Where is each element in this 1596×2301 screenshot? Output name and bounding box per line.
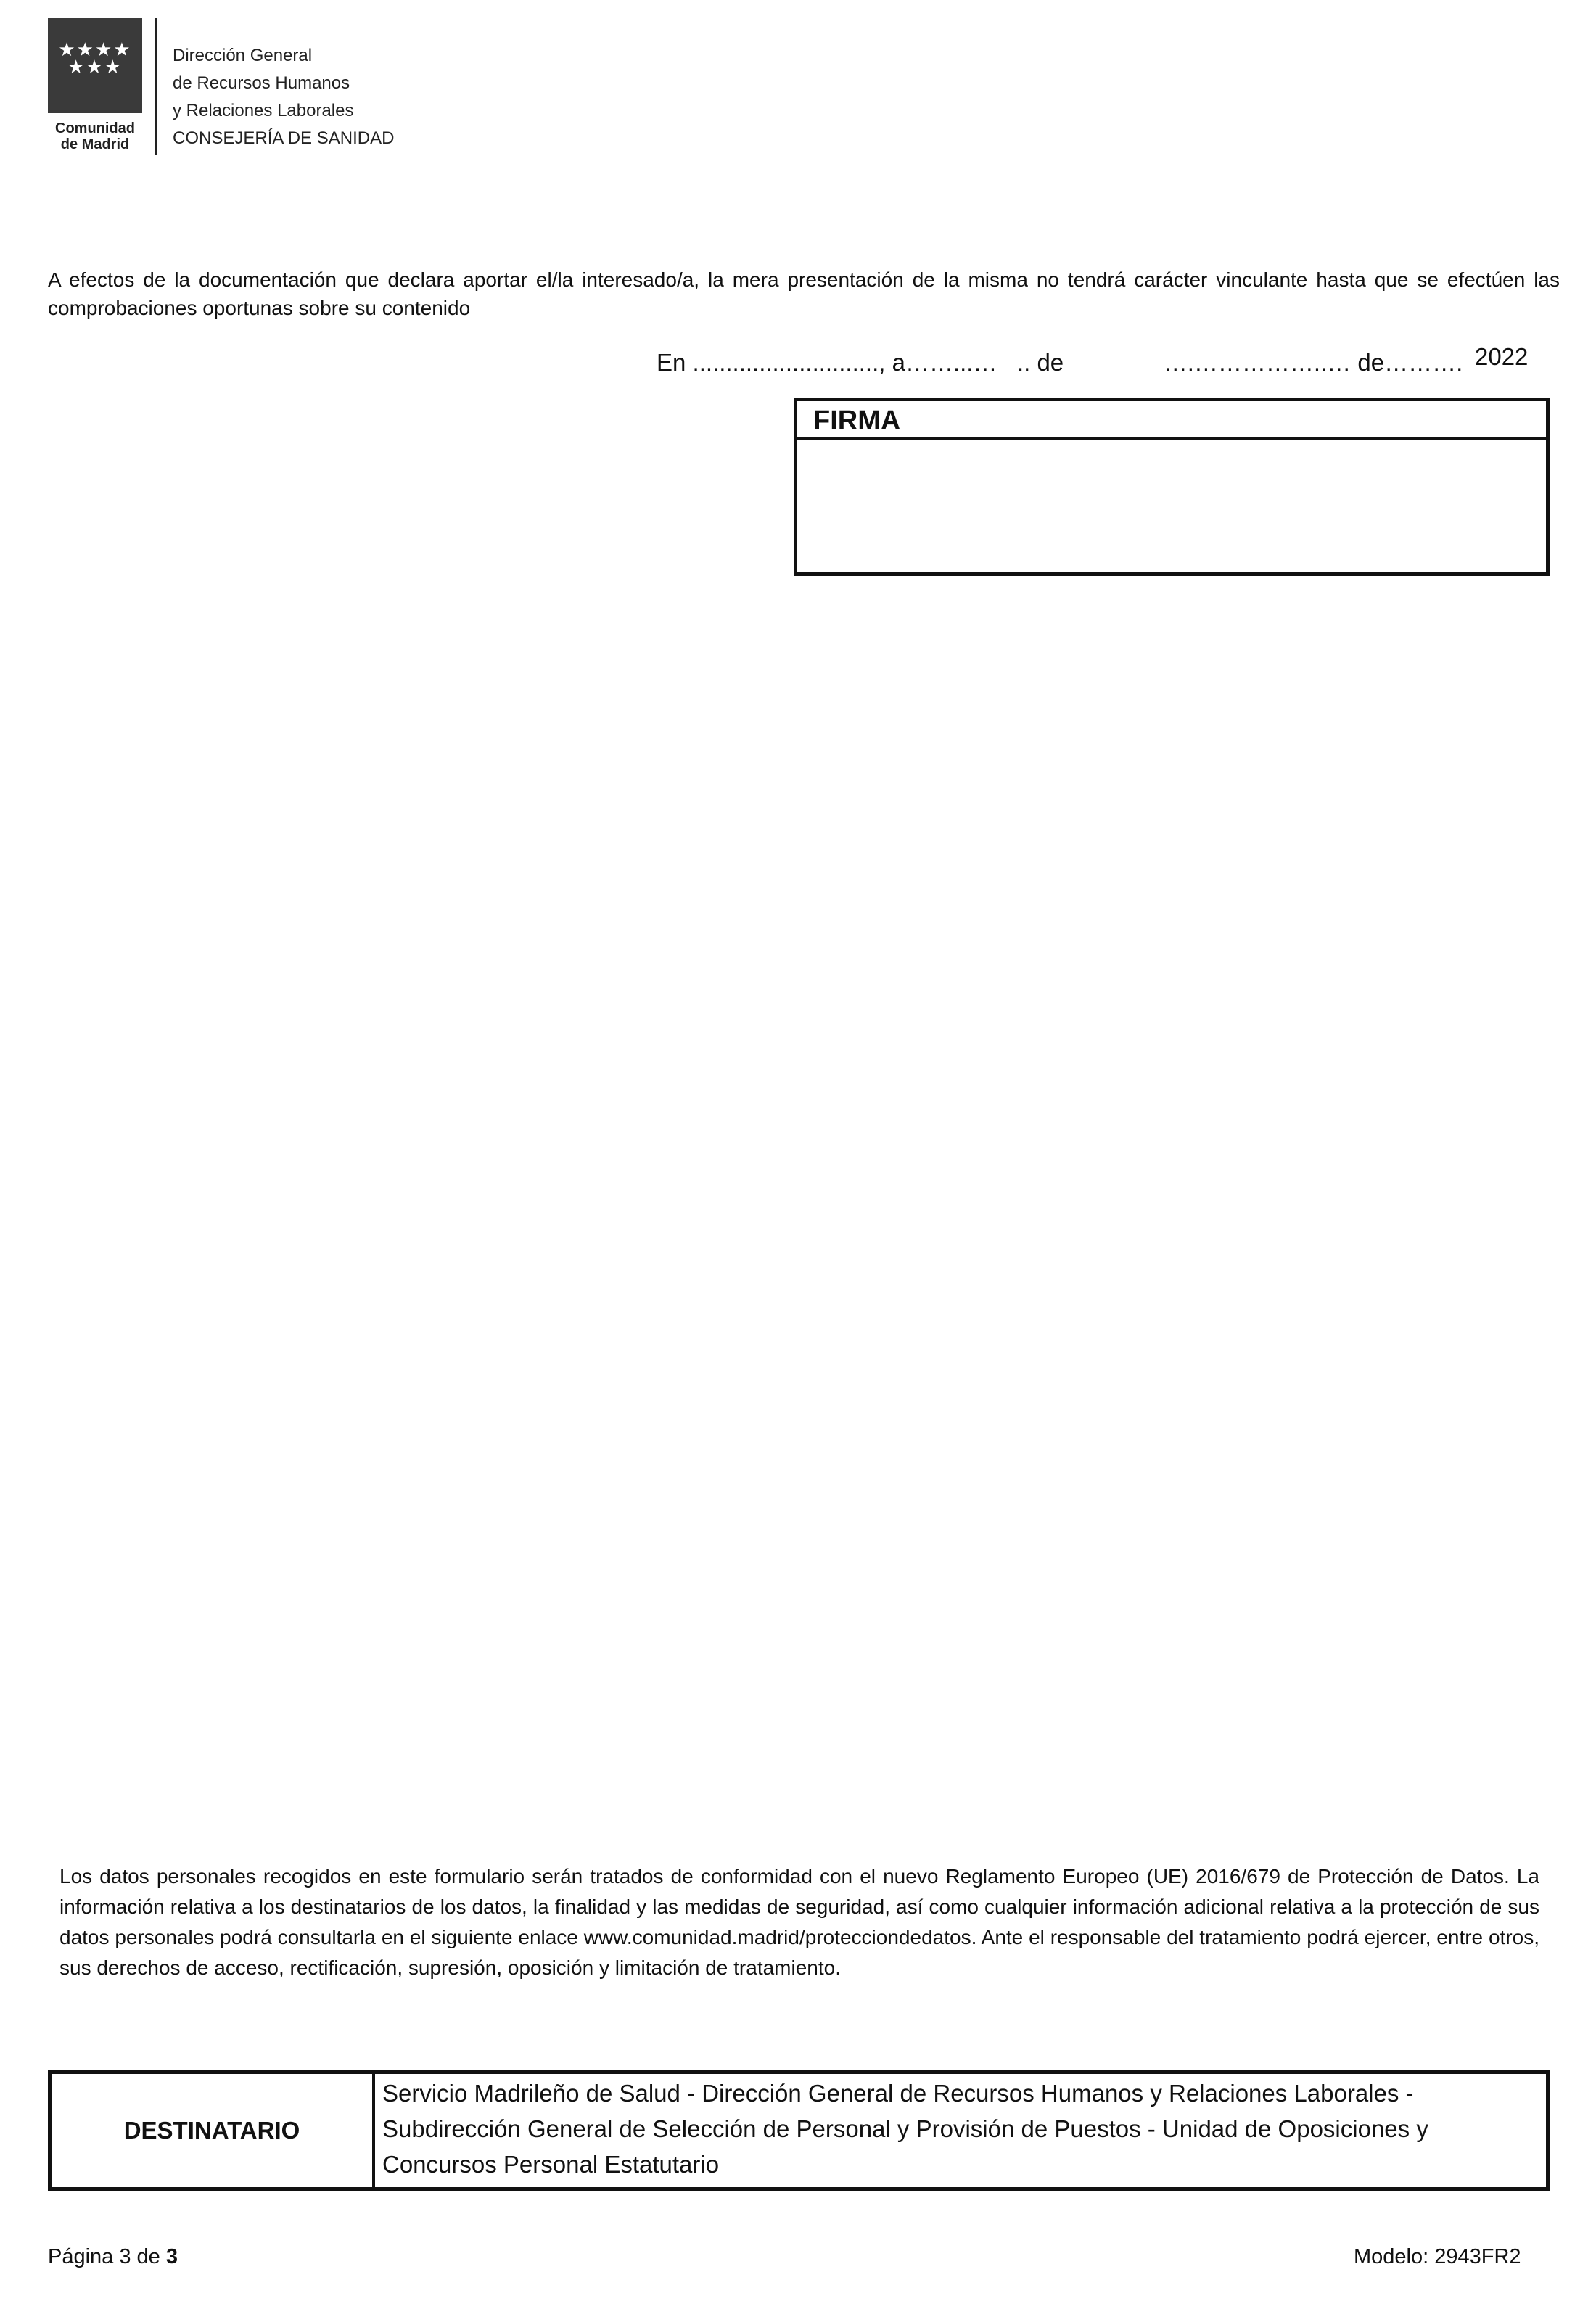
- recipient-value: Servicio Madrileño de Salud - Dirección General de Recursos Humanos y Relaciones Laborales - Subdirección General de Selección de Personal y Provisión de Puestos - Unidad de Oposiciones y Concursos Personal Estatutario: [382, 2080, 1428, 2178]
- department-line: y Relaciones Laborales: [173, 101, 354, 120]
- year-value: 2022: [1475, 343, 1529, 370]
- model-code: Modelo: 2943FR2: [1354, 2245, 1521, 2268]
- signature-box[interactable]: [794, 398, 1550, 576]
- signature-title: FIRMA: [813, 406, 901, 436]
- date-place-text: En ............................, a……...… .. de ….……………..… de……….: [657, 349, 1463, 376]
- page-number-total: 3: [165, 2245, 178, 2268]
- department-line: CONSEJERÍA DE SANIDAD: [173, 128, 395, 148]
- logo-caption-line: de Madrid: [60, 136, 130, 152]
- department-line: Dirección General: [173, 46, 313, 65]
- logo-stars-icon: [48, 38, 142, 78]
- logo-caption-line: Comunidad: [55, 120, 135, 136]
- header-divider: [155, 18, 157, 155]
- logo-stars-row: ★★★: [67, 56, 123, 78]
- logo-stars-row: ★★★★: [58, 38, 132, 60]
- recipient-label-cell: [52, 2074, 375, 2187]
- page-number: [48, 2245, 178, 2269]
- page-number-prefix: Página 3 de: [48, 2245, 166, 2268]
- date-place-line: [657, 349, 1463, 376]
- department-line: de Recursos Humanos: [173, 73, 350, 93]
- notice-text: A efectos de la documentación que declara aportar el/la interesado/a, la mera presentación de la misma no tendrá carácter vinculante hasta que se efectúen las comprobaciones oportunas sobre su contenido: [48, 268, 1560, 319]
- signature-header: [797, 401, 1546, 440]
- logo-caption: [48, 120, 142, 152]
- recipient-label: DESTINATARIO: [123, 2117, 300, 2144]
- privacy-notice: Los datos personales recogidos en este formulario serán tratados de conformidad con el nuevo Reglamento Europeo (UE) 2016/679 de Protección de Datos. La información relativa a los destinatarios de los datos, la finalidad y las medidas de seguridad, así como cualquier información adicional relativa a la protección de sus datos personales podrá consultarla en el siguiente enlace www.comunidad.madrid/protecciondedatos. Ante el responsable del tratamiento podrá ejercer, entre otros, sus derechos de acceso, rectificación, supresión, oposición y limitación de tratamiento.: [59, 1865, 1539, 1979]
- recipient-table: [48, 2070, 1550, 2191]
- department-name: [173, 42, 394, 152]
